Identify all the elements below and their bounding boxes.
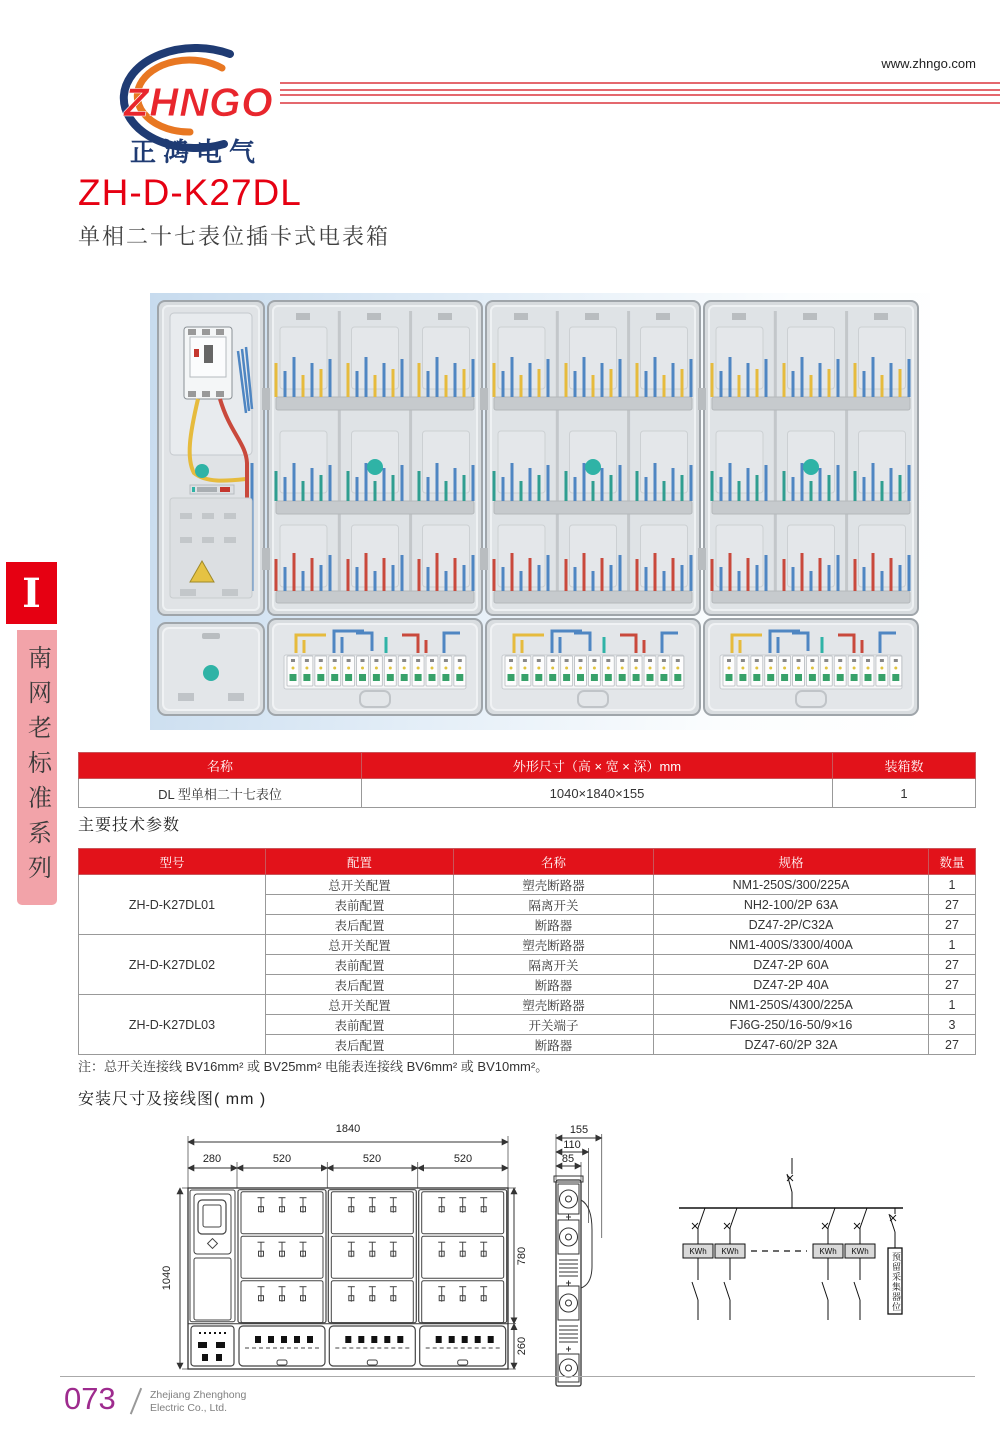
installation-heading: 安装尺寸及接线图( mm )	[78, 1091, 267, 1108]
dim-col: 520	[272, 1153, 292, 1165]
meter-label: KWh	[819, 1247, 837, 1256]
dim-depth: 85	[561, 1153, 575, 1165]
cell: 1040×1840×155	[362, 779, 833, 808]
cell: 断路器	[454, 1035, 654, 1055]
cell: 表后配置	[266, 915, 454, 935]
meter-label: KWh	[851, 1247, 869, 1256]
page-subtitle: 单相二十七表位插卡式电表箱	[78, 224, 391, 249]
sidebar-index-badge: I	[6, 562, 57, 624]
meter-label: KWh	[689, 1247, 707, 1256]
logo-text: ZHNGO	[124, 81, 274, 125]
cell: DZ47-2P 40A	[654, 975, 929, 995]
table-row	[79, 935, 976, 955]
front-view-drawing	[158, 1118, 530, 1380]
cell: NM1-400S/3300/400A	[654, 935, 929, 955]
cell: NM1-250S/300/225A	[654, 875, 929, 895]
meter-label: KWh	[721, 1247, 739, 1256]
model-cell: ZH-D-K27DL02	[79, 935, 266, 995]
param-header-config: 配置	[266, 849, 454, 875]
dim-col: 520	[362, 1153, 382, 1165]
footer-rule	[60, 1376, 975, 1377]
parameters-table	[78, 848, 976, 1055]
dim-total-width: 1840	[335, 1123, 361, 1135]
cell: 塑壳断路器	[454, 995, 654, 1015]
cell: 塑壳断路器	[454, 875, 654, 895]
meter-box-illustration	[150, 293, 930, 730]
cell: 开关端子	[454, 1015, 654, 1035]
cell: 27	[929, 915, 976, 935]
param-header-qty: 数量	[929, 849, 976, 875]
cell: 27	[929, 975, 976, 995]
param-header-model: 型号	[79, 849, 266, 875]
cell: 27	[929, 895, 976, 915]
cell: 表前配置	[266, 955, 454, 975]
cell: 总开关配置	[266, 935, 454, 955]
cell: DZ47-2P 60A	[654, 955, 929, 975]
cell: 断路器	[454, 975, 654, 995]
cell: NM1-250S/4300/225A	[654, 995, 929, 1015]
dim-depth: 110	[563, 1139, 581, 1151]
spec-table-row	[79, 779, 976, 808]
cell: FJ6G-250/16-50/9×16	[654, 1015, 929, 1035]
cell: 27	[929, 955, 976, 975]
sidebar-series-label: 南网老标准系列	[23, 645, 51, 890]
dim-col: 520	[453, 1153, 473, 1165]
dim-upper-height: 780	[516, 1246, 528, 1266]
cell: 隔离开关	[454, 955, 654, 975]
product-photo	[150, 293, 930, 730]
spec-table-header-row	[79, 753, 976, 779]
cell: 表前配置	[266, 1015, 454, 1035]
cell: 总开关配置	[266, 875, 454, 895]
wiring-schematic	[655, 1150, 975, 1370]
cell: 隔离开关	[454, 895, 654, 915]
param-header-spec: 规格	[654, 849, 929, 875]
cell: 1	[929, 875, 976, 895]
header-stripe	[280, 89, 1000, 91]
spec-header-dimensions: 外形尺寸（高 × 宽 × 深）mm	[362, 753, 833, 779]
spec-header-qty: 装箱数	[833, 753, 976, 779]
model-cell: ZH-D-K27DL03	[79, 995, 266, 1055]
params-heading: 主要技术参数	[78, 817, 181, 834]
spec-table	[78, 752, 976, 808]
cell: 1	[929, 995, 976, 1015]
dim-col: 280	[202, 1153, 222, 1165]
spec-header-name: 名称	[79, 753, 362, 779]
cell: 断路器	[454, 915, 654, 935]
left-bottom-box	[158, 623, 264, 715]
cell: 表后配置	[266, 975, 454, 995]
company-name	[150, 1389, 246, 1415]
cell: NH2-100/2P 63A	[654, 895, 929, 915]
page-number: 073	[64, 1381, 116, 1416]
param-header-row	[79, 849, 976, 875]
website-url: www.zhngo.com	[881, 56, 976, 71]
cell: DL 型单相二十七表位	[79, 779, 362, 808]
company-logo	[72, 44, 292, 167]
company-line2: Electric Co., Ltd.	[150, 1402, 228, 1414]
page-title: ZH-D-K27DL	[78, 172, 302, 213]
param-header-name: 名称	[454, 849, 654, 875]
cell: 1	[929, 935, 976, 955]
cell: DZ47-2P/C32A	[654, 915, 929, 935]
cell: 3	[929, 1015, 976, 1035]
table-row	[79, 995, 976, 1015]
sidebar-series-tab	[17, 630, 57, 905]
cell: 27	[929, 1035, 976, 1055]
main-switch-cabinet	[158, 301, 264, 615]
dim-total-height: 1040	[161, 1265, 173, 1291]
header-stripe	[280, 102, 1000, 104]
cell: 总开关配置	[266, 995, 454, 1015]
header-stripe	[280, 82, 1000, 84]
dim-depth: 155	[569, 1124, 589, 1136]
cell: DZ47-60/2P 32A	[654, 1035, 929, 1055]
cell: 塑壳断路器	[454, 935, 654, 955]
side-view-drawing	[526, 1118, 646, 1398]
dim-lower-height: 260	[516, 1336, 528, 1356]
note-text: 注：总开关连接线 BV16mm² 或 BV25mm² 电能表连接线 BV6mm² 或 BV10mm²。	[78, 1059, 549, 1074]
model-cell: ZH-D-K27DL01	[79, 875, 266, 935]
cell: 表前配置	[266, 895, 454, 915]
logo-chinese-name: 正鸿电气	[130, 137, 263, 167]
footer-divider	[130, 1388, 142, 1415]
company-line1: Zhejiang Zhenghong	[150, 1389, 247, 1401]
table-row	[79, 875, 976, 895]
reserved-collector-label: 预留采集器位	[891, 1252, 901, 1312]
brand-drop-icon	[203, 665, 219, 681]
cell: 表后配置	[266, 1035, 454, 1055]
header-stripe	[280, 94, 1000, 96]
cell: 1	[833, 779, 976, 808]
